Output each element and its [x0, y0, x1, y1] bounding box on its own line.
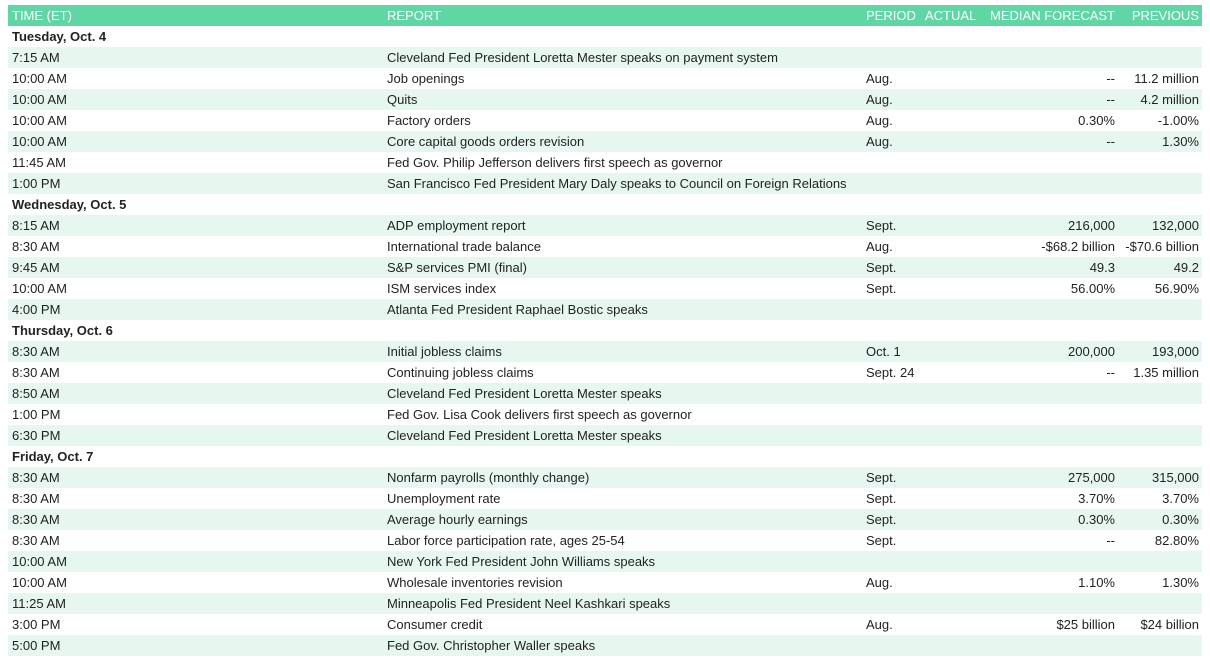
table-row: [8, 425, 1202, 446]
median-forecast-cell: 56.00%: [1070, 281, 1115, 296]
table-row: [8, 467, 1202, 488]
previous-cell: -1.00%: [1157, 113, 1199, 128]
time-cell: 11:25 AM: [12, 596, 66, 611]
time-cell: 8:50 AM: [12, 386, 60, 401]
median-forecast-cell: --: [1106, 92, 1115, 107]
time-cell: 8:30 AM: [12, 239, 60, 254]
period-cell: Sept.: [866, 491, 897, 506]
time-cell: 11:45 AM: [12, 155, 66, 170]
previous-cell: 1.30%: [1162, 575, 1199, 590]
report-cell: Cleveland Fed President Loretta Mester speaks: [387, 428, 662, 443]
table-body: [8, 26, 1202, 656]
header-report: REPORT: [387, 8, 441, 23]
previous-cell: 56.90%: [1154, 281, 1199, 296]
table-row: [8, 530, 1202, 551]
period-cell: Aug.: [866, 134, 893, 149]
day-label: Thursday, Oct. 6: [12, 323, 113, 338]
table-row: [8, 278, 1202, 299]
period-cell: Aug.: [866, 71, 893, 86]
previous-cell: 1.35 million: [1133, 365, 1199, 380]
table-row: [8, 68, 1202, 89]
period-cell: Aug.: [866, 113, 893, 128]
time-cell: 6:30 PM: [12, 428, 61, 443]
report-cell: Initial jobless claims: [387, 344, 502, 359]
time-cell: 10:00 AM: [12, 71, 67, 86]
header-time: TIME (ET): [12, 8, 72, 23]
time-cell: 8:30 AM: [12, 512, 60, 527]
report-cell: ADP employment report: [387, 218, 526, 233]
period-cell: Sept.: [866, 281, 897, 296]
report-cell: S&P services PMI (final): [387, 260, 527, 275]
economic-calendar-table: [8, 5, 1202, 656]
time-cell: 10:00 AM: [12, 113, 67, 128]
previous-cell: $24 billion: [1140, 617, 1199, 632]
day-label: Wednesday, Oct. 5: [12, 197, 127, 212]
median-forecast-cell: 0.30%: [1078, 113, 1115, 128]
report-cell: New York Fed President John Williams speaks: [387, 554, 656, 569]
time-cell: 3:00 PM: [12, 617, 61, 632]
time-cell: 4:00 PM: [12, 302, 61, 317]
previous-cell: 0.30%: [1162, 512, 1199, 527]
table-row: [8, 341, 1202, 362]
day-header-row: [8, 446, 1202, 467]
table-row: [8, 635, 1202, 656]
day-header-row: [8, 194, 1202, 215]
median-forecast-cell: 49.3: [1089, 260, 1115, 275]
report-cell: Core capital goods orders revision: [387, 134, 585, 149]
report-cell: ISM services index: [387, 281, 497, 296]
median-forecast-cell: 0.30%: [1078, 512, 1115, 527]
table-row: [8, 614, 1202, 635]
time-cell: 10:00 AM: [12, 281, 67, 296]
period-cell: Aug.: [866, 617, 893, 632]
report-cell: Fed Gov. Lisa Cook delivers first speech as governor: [387, 407, 692, 422]
median-forecast-cell: 3.70%: [1078, 491, 1115, 506]
time-cell: 8:30 AM: [12, 470, 60, 485]
period-cell: Aug.: [866, 575, 893, 590]
median-forecast-cell: --: [1106, 134, 1115, 149]
median-forecast-cell: --: [1106, 365, 1115, 380]
time-cell: 10:00 AM: [12, 92, 67, 107]
period-cell: Aug.: [866, 92, 893, 107]
day-header-row: [8, 320, 1202, 341]
report-cell: Factory orders: [387, 113, 471, 128]
header-period: PERIOD: [866, 8, 916, 23]
day-label: Tuesday, Oct. 4: [12, 29, 107, 44]
header-previous: PREVIOUS: [1131, 8, 1199, 23]
report-cell: Job openings: [387, 71, 465, 86]
time-cell: 7:15 AM: [12, 50, 60, 65]
previous-cell: 4.2 million: [1140, 92, 1199, 107]
previous-cell: 82.80%: [1154, 533, 1199, 548]
time-cell: 1:00 PM: [12, 176, 61, 191]
median-forecast-cell: 1.10%: [1078, 575, 1115, 590]
period-cell: Sept.: [866, 260, 897, 275]
previous-cell: 193,000: [1152, 344, 1199, 359]
previous-cell: 132,000: [1152, 218, 1199, 233]
report-cell: Nonfarm payrolls (monthly change): [387, 470, 590, 485]
report-cell: Fed Gov. Philip Jefferson delivers first speech as governor: [387, 155, 723, 170]
table-row: [8, 299, 1202, 320]
previous-cell: 11.2 million: [1134, 71, 1199, 86]
previous-cell: -$70.6 billion: [1125, 239, 1199, 254]
time-cell: 10:00 AM: [12, 134, 67, 149]
report-cell: International trade balance: [387, 239, 541, 254]
table-row: [8, 509, 1202, 530]
time-cell: 8:15 AM: [12, 218, 60, 233]
time-cell: 8:30 AM: [12, 491, 60, 506]
table-row: [8, 572, 1202, 593]
table-row: [8, 152, 1202, 173]
median-forecast-cell: $25 billion: [1056, 617, 1115, 632]
report-cell: Average hourly earnings: [387, 512, 528, 527]
table-row: [8, 47, 1202, 68]
period-cell: Sept.: [866, 470, 897, 485]
previous-cell: 3.70%: [1162, 491, 1199, 506]
previous-cell: 1.30%: [1162, 134, 1199, 149]
time-cell: 8:30 AM: [12, 365, 60, 380]
time-cell: 8:30 AM: [12, 533, 60, 548]
report-cell: Fed Gov. Christopher Waller speaks: [387, 638, 596, 653]
table-row: [8, 215, 1202, 236]
median-forecast-cell: -$68.2 billion: [1041, 239, 1115, 254]
median-forecast-cell: 275,000: [1068, 470, 1115, 485]
report-cell: Continuing jobless claims: [387, 365, 534, 380]
day-header-row: [8, 26, 1202, 47]
median-forecast-cell: 200,000: [1068, 344, 1115, 359]
header-median-forecast: MEDIAN FORECAST: [990, 8, 1115, 23]
time-cell: 10:00 AM: [12, 575, 67, 590]
report-cell: Cleveland Fed President Loretta Mester speaks on payment system: [387, 50, 778, 65]
table-row: [8, 551, 1202, 572]
header-actual: ACTUAL: [925, 8, 977, 23]
report-cell: Unemployment rate: [387, 491, 501, 506]
median-forecast-cell: 216,000: [1068, 218, 1115, 233]
time-cell: 1:00 PM: [12, 407, 61, 422]
period-cell: Aug.: [866, 239, 893, 254]
time-cell: 8:30 AM: [12, 344, 60, 359]
report-cell: Consumer credit: [387, 617, 483, 632]
period-cell: Sept.: [866, 533, 897, 548]
period-cell: Sept.: [866, 218, 897, 233]
period-cell: Oct. 1: [866, 344, 901, 359]
table-row: [8, 362, 1202, 383]
report-cell: Atlanta Fed President Raphael Bostic speaks: [387, 302, 648, 317]
table-row: [8, 488, 1202, 509]
table-row: [8, 236, 1202, 257]
table-row: [8, 593, 1202, 614]
report-cell: Labor force participation rate, ages 25-54: [387, 533, 625, 548]
median-forecast-cell: --: [1106, 71, 1115, 86]
table-row: [8, 173, 1202, 194]
table-row: [8, 257, 1202, 278]
period-cell: Sept. 24: [866, 365, 915, 380]
median-forecast-cell: --: [1106, 533, 1115, 548]
time-cell: 9:45 AM: [12, 260, 60, 275]
report-cell: San Francisco Fed President Mary Daly speaks to Council on Foreign Relations: [387, 176, 847, 191]
previous-cell: 49.2: [1173, 260, 1199, 275]
day-label: Friday, Oct. 7: [12, 449, 94, 464]
previous-cell: 315,000: [1152, 470, 1199, 485]
time-cell: 10:00 AM: [12, 554, 67, 569]
report-cell: Quits: [387, 92, 418, 107]
period-cell: Sept.: [866, 512, 897, 527]
table-row: [8, 110, 1202, 131]
report-cell: Wholesale inventories revision: [387, 575, 563, 590]
report-cell: Cleveland Fed President Loretta Mester speaks: [387, 386, 662, 401]
time-cell: 5:00 PM: [12, 638, 61, 653]
table-row: [8, 404, 1202, 425]
report-cell: Minneapolis Fed President Neel Kashkari speaks: [387, 596, 671, 611]
table-row: [8, 383, 1202, 404]
table-row: [8, 89, 1202, 110]
table-header: [8, 5, 1202, 26]
table-row: [8, 131, 1202, 152]
